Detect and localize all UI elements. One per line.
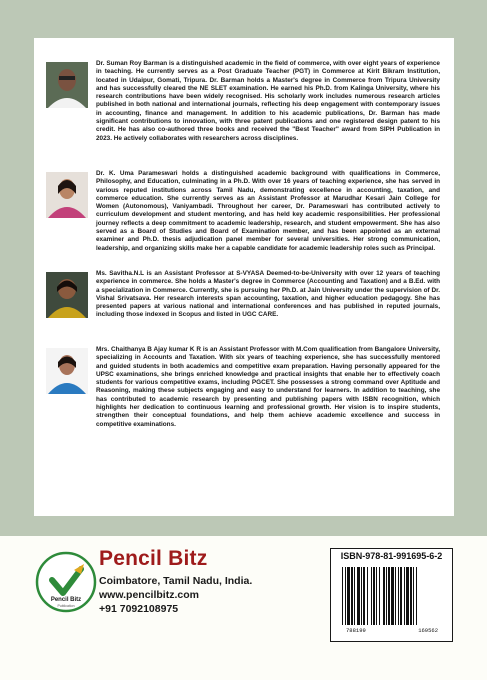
- publisher-name: Pencil Bitz: [99, 547, 208, 570]
- author-photo-4: [46, 348, 88, 394]
- publisher-website[interactable]: www.pencilbitz.com: [99, 589, 199, 601]
- isbn-barcode-box: [330, 548, 453, 642]
- publisher-info: [99, 574, 252, 616]
- author-photo-1: [46, 62, 88, 108]
- author-bio-text-1: Dr. Suman Roy Barman is a distinguished academic in the field of commerce, with over eight years of experience in teaching. He currently serves as a Post Graduate Teacher (PGT) in Commerce at Kirit Bikram Institution, located in Udaipur, Gomati, Tripura. Dr. Barman holds a Master's degree in Commerce from Tripura University and has successfully cleared the NE SLET examination. He earned his Ph.D. from Kalinga University, where his research contributions have been widely recognised. His scholarly work includes numerous research articles published in both national and international journals, reflecting his deep engagement with contemporary issues in accounting, finance and management. In addition to his academic publications, Dr. Barman has made significant contributions to innovation, with three patent publications and one registered design patent to his credit. He has also co-authored three books and received the "Best Teacher" award from SIPH Publication in 2023. He actively collaborates with researchers across disciplines.: [96, 60, 440, 142]
- barcode-digits-left: 788199: [346, 627, 366, 634]
- author-bio-text-4: Mrs. Chaithanya B Ajay kumar K R is an Assistant Professor with M.Com qualification from Bangalore University, specializing in Accounts and Taxation. With six years of teaching experience, she has successfully mentored and guided students in both academics and competitive exam preparation. Having personally appeared for the UPSC examinations, she brings enriched knowledge and practical insights that enable her to effectively coach students for various competitive exams, including PGCET. She possesses a strong command over Aptitude and Reasoning, making these subjects engaging and easy to understand for learners. In addition to teaching, she has contributed to academic research by presenting and publishing papers with ISBN recognition, which highlights her dedication to continuous learning and professional growth. Her vision is to inspire students, strengthen their conceptual foundations, and help them achieve academic excellence and success in competitive examinations.: [96, 346, 440, 428]
- logo-subtext: Publication: [57, 604, 75, 608]
- author-bio-text-2: Dr. K. Uma Parameswari holds a distinguished academic background with qualifications in Commerce, Philosophy, and Education, culminating in a Ph.D. With over 16 years of teaching experience, she has served in various reputed institutions across Tamil Nadu, demonstrating excellence in accounting, taxation, and commerce education. She currently serves as an Assistant Professor at Marudhar Kesari Jain College for Women (Autonomous), Vaniyambadi. Throughout her career, Dr. Parameswari has contributed actively to curriculum development and student mentoring, and has held key academic responsibilities. Her professional journey reflects a deep commitment to academic leadership, research, and student empowerment. She has also served as a Board of Studies and Board of Examination member, and has been appointed as an external examiner and Ph.D. thesis adjudication panel member for several universities. Her strong communication, leadership, and organizing skills make her a capable candidate for academic leadership roles such as Principal.: [96, 170, 440, 252]
- author-bios-panel: [34, 38, 454, 516]
- pencil-bitz-logo: [34, 550, 98, 614]
- publisher-city: Coimbatore, Tamil Nadu, India.: [99, 575, 253, 587]
- barcode-image: [340, 567, 444, 627]
- isbn-label: ISBN-978-81-991695-6-2: [340, 551, 443, 561]
- author-photo-3: [46, 272, 88, 318]
- publisher-phone: +91 7092108975: [99, 603, 179, 615]
- publisher-footer: [0, 536, 487, 680]
- author-bio-text-3: Ms. Savitha.N.L is an Assistant Professor at S-VYASA Deemed-to-be-University with over 12 years of teaching experience in commerce. She holds a Master's degree in Commerce (Accounting and Taxation) and a B.Ed. with a specialization in Commerce. Currently, she is pursuing her Ph.D. at Jain University under the supervision of Dr. Vishal Srivatsava. Her research interests span accounting, taxation, and higher education pedagogy. She has presented papers at various national and international conferences and has published in reputed journals, including those indexed in Scopus and listed in UGC CARE.: [96, 270, 440, 319]
- author-photo-2: [46, 172, 88, 218]
- barcode-digits-right: 169562: [418, 627, 438, 634]
- logo-text: Pencil Bitz: [50, 597, 82, 603]
